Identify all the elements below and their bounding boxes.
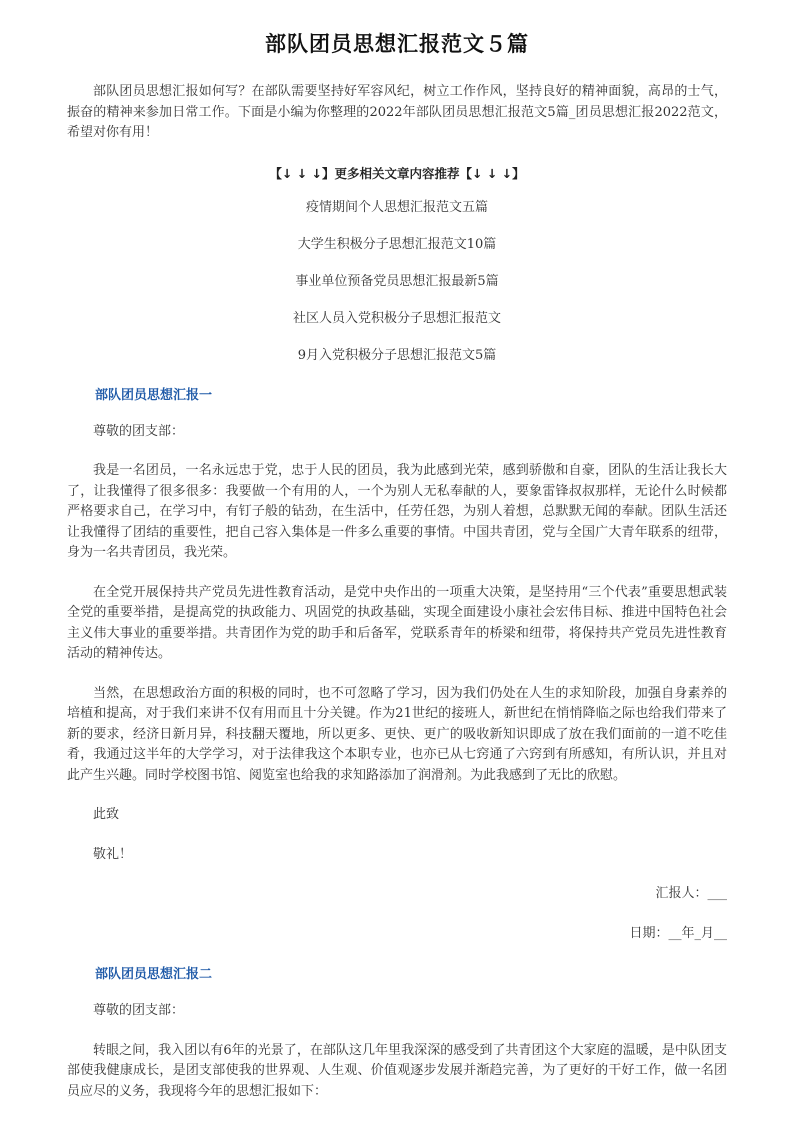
report-date: 日期：__年_月__ (629, 925, 727, 941)
salutation: 尊敬的团支部： (93, 423, 185, 439)
recommend-header: 【↓ ↓ ↓】更多相关文章内容推荐【↓ ↓ ↓】 (269, 165, 525, 181)
section-heading-2: 部队团员思想汇报二 (95, 967, 213, 982)
recommend-link[interactable]: 社区人员入党积极分子思想汇报范文 (292, 310, 501, 326)
intro-paragraph: 部队团员思想汇报如何写？在部队需要坚持好军容风纪，树立工作作风，坚持良好的精神面貌，高昂的士气，振奋的精神来参加日常工作。下面是小编为你整理的2022年部队团员思想汇报范文5篇_团员思想汇报2022范文，希望对你有用！ (67, 84, 727, 140)
recommend-link[interactable]: 大学生积极分子思想汇报范文10篇 (297, 236, 497, 252)
salutation: 尊敬的团支部： (93, 1003, 185, 1018)
closing-line: 此致 (93, 807, 120, 822)
recommend-link[interactable]: 事业单位预备党员思想汇报最新5篇 (295, 273, 499, 289)
recommend-link[interactable]: 疫情期间个人思想汇报范文五篇 (305, 199, 488, 215)
page-title: 部队团员思想汇报范文５篇 (265, 32, 529, 56)
reporter-signature: 汇报人：___ (655, 886, 727, 901)
recommend-list (67, 198, 727, 366)
recommend-link[interactable]: 9月入党积极分子思想汇报范文5篇 (297, 347, 497, 363)
body-paragraph: 在全党开展保持共产党员先进性教育活动，是党中央作出的一项重大决策，是坚持用“三个代表”重要思想武装全党的重要举措，是提高党的执政能力、巩固党的执政基础，实现全面建设小康社会宏伟目标、推进中国特色社会主义伟大事业的重要举措。共青团作为党的助手和后备军，党联系青年的桥梁和纽带，将保持共产党员先进性教育活动的精神传达。 (67, 584, 727, 661)
body-paragraph: 当然，在思想政治方面的积极的同时，也不可忽略了学习，因为我们仍处在人生的求知阶段，加强自身素养的培植和提高，对于我们来讲不仅有用而且十分关键。作为21世纪的接班人，新世纪在悄悄降临之际也给我们带来了新的要求，经济日新月异，科技翻天覆地，所以更多、更快、更广的吸收新知识即成了放在我们面前的一道不吃佳肴，我通过这半年的大学学习，对于法律我这个本职专业，也亦已从七窍通了六窍到有所感知，有所认识，并且对此产生兴趣。同时学校图书馆、阅览室也给我的求知路添加了润滑剂。为此我感到了无比的欣慰。 (67, 685, 727, 783)
section-heading-1: 部队团员思想汇报一 (95, 387, 213, 403)
document-page (67, 28, 727, 1121)
body-paragraph: 我是一名团员，一名永远忠于党，忠于人民的团员，我为此感到光荣，感到骄傲和自豪，团队的生活让我长大了，让我懂得了很多很多：我要做一个有用的人，一个为别人无私奉献的人，要象雷锋叔叔那样，无论什么时候都严格要求自己，在学习中，有钉子般的钻劲，在生活中，任劳任怨，为别人着想，总默默无闻的奉献。团队生活还让我懂得了团结的重要性，把自己容入集体是一件多么重要的事情。中国共青团，党与全国广大青年联系的纽带，身为一名共青团员，我光荣。 (67, 463, 727, 560)
body-paragraph: 转眼之间，我入团以有6年的光景了，在部队这几年里我深深的感受到了共青团这个大家庭的温暖，是中队团支部使我健康成长，是团支部使我的世界观、人生观、价值观逐步发展并渐趋完善，为了更好的干好工作，做一名团员应尽的义务，我现将今年的思想汇报如下： (67, 1042, 727, 1099)
closing-line: 敬礼！ (93, 846, 133, 862)
